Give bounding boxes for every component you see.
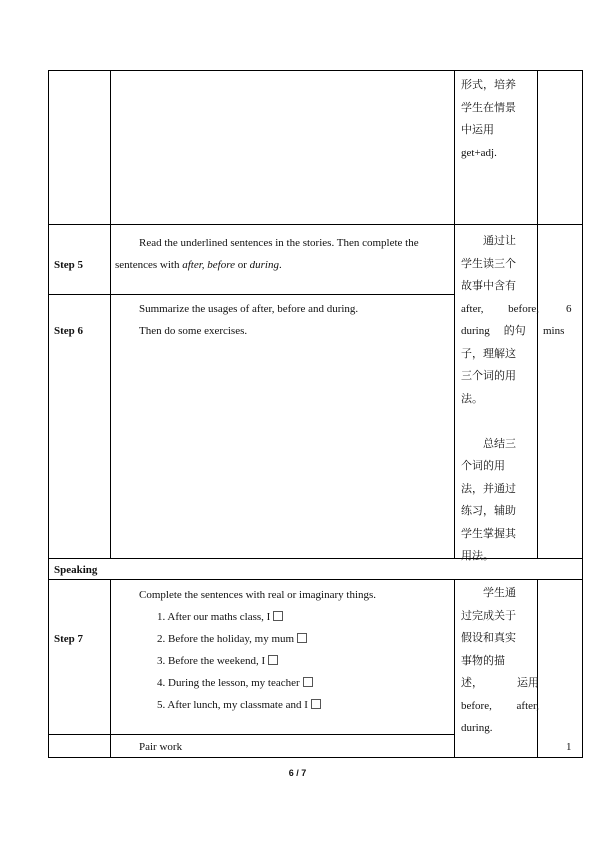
note-line: 通过让 [483,235,516,247]
column-divider [110,579,111,757]
note-line: 过完成关于 [461,609,516,622]
time-value: 6 [566,303,572,315]
step5-text: . [278,259,282,271]
step6-label: Step 6 [54,325,84,337]
step5-instruction-line2 [115,254,282,276]
note-line: 形式，培养 [461,79,516,91]
note-line: 学生在情景 [461,101,516,114]
note-line [461,410,539,433]
note-line: 中运用 [461,124,494,136]
note-word: before, [461,699,492,712]
step5-text: sentences with [115,259,183,271]
note-line [461,672,539,695]
note-line: during. [461,722,493,734]
note-word: before, [508,302,539,315]
step5-instruction-line1: Read the underlined sentences in the stories. Then complete the [139,237,419,249]
blank-box-icon [303,677,313,687]
step7-item-text: 4. During the lesson, my teacher [157,677,300,689]
column-divider [454,579,455,757]
note-line: 学生通 [483,587,516,599]
step7-intro: Complete the sentences with real or imaginary things. [139,589,377,601]
column-divider [454,70,455,558]
step6-instruction-line1: Summarize the usages of after, before and during. [139,303,359,315]
note-line: 练习，辅助 [461,505,516,517]
time-unit: mins [543,325,565,337]
step5-italic-word: during [249,259,279,271]
note-line: 用法。 [461,550,494,562]
row-divider [48,579,583,580]
note-line: 假设和真实 [461,632,516,644]
step5-text: or [234,259,250,271]
table-border-right [582,70,583,757]
row-divider [48,224,583,225]
step7-item [157,694,321,716]
table-border-left [48,70,49,757]
note-word: after, [461,302,484,315]
notes-cell-step7 [461,582,539,740]
step6-instruction-line2: Then do some exercises. [139,325,248,337]
note-line: 事物的描 [461,654,505,667]
note-line: 学生掌握其 [461,527,516,540]
table-border-bottom [48,757,583,758]
note-word: 述， [461,677,483,689]
row-divider [48,294,454,295]
note-line: 子，理解这 [461,347,516,360]
note-line: 故事中含有 [461,280,516,292]
blank-box-icon [273,611,283,621]
column-divider [110,70,111,558]
step7-label: Step 7 [54,633,84,645]
note-line: get+adj. [461,146,497,159]
step5-label: Step 5 [54,259,84,271]
step7-item-text: 5. After lunch, my classmate and I [157,699,308,711]
note-line: 法。 [461,392,483,405]
step7-item-text: 2. Before the holiday, my mum [157,633,295,645]
note-word: during [461,325,490,337]
note-word: 运用 [517,677,539,689]
page-number: 6 / 7 [288,768,307,778]
notes-cell-top [461,74,539,164]
pair-work-time: 1 [566,741,572,753]
note-line: 三个词的用 [461,370,516,382]
notes-cell-steps-5-6 [461,230,539,568]
note-line [461,695,539,718]
note-line [461,320,539,343]
blank-box-icon [311,699,321,709]
step7-item [157,628,307,650]
blank-box-icon [268,655,278,665]
step7-item-text: 3. Before the weekend, I [157,655,266,667]
pair-work-label: Pair work [139,741,183,753]
note-line: 法，并通过 [461,482,516,495]
note-word: after, [516,699,539,712]
row-divider [48,734,454,735]
note-word: 的句 [503,325,526,337]
note-line [461,298,539,321]
step7-item [157,672,313,694]
note-line: 总结三 [483,437,516,450]
table-border-top [48,70,583,71]
section-speaking: Speaking [54,564,98,576]
step5-italic-words: after, before [182,259,235,271]
blank-box-icon [297,633,307,643]
step7-item [157,606,283,628]
note-line: 个词的用 [461,460,505,472]
note-line: 学生读三个 [461,257,516,270]
step7-item [157,650,278,672]
step7-item-text: 1. After our maths class, I [157,611,271,623]
